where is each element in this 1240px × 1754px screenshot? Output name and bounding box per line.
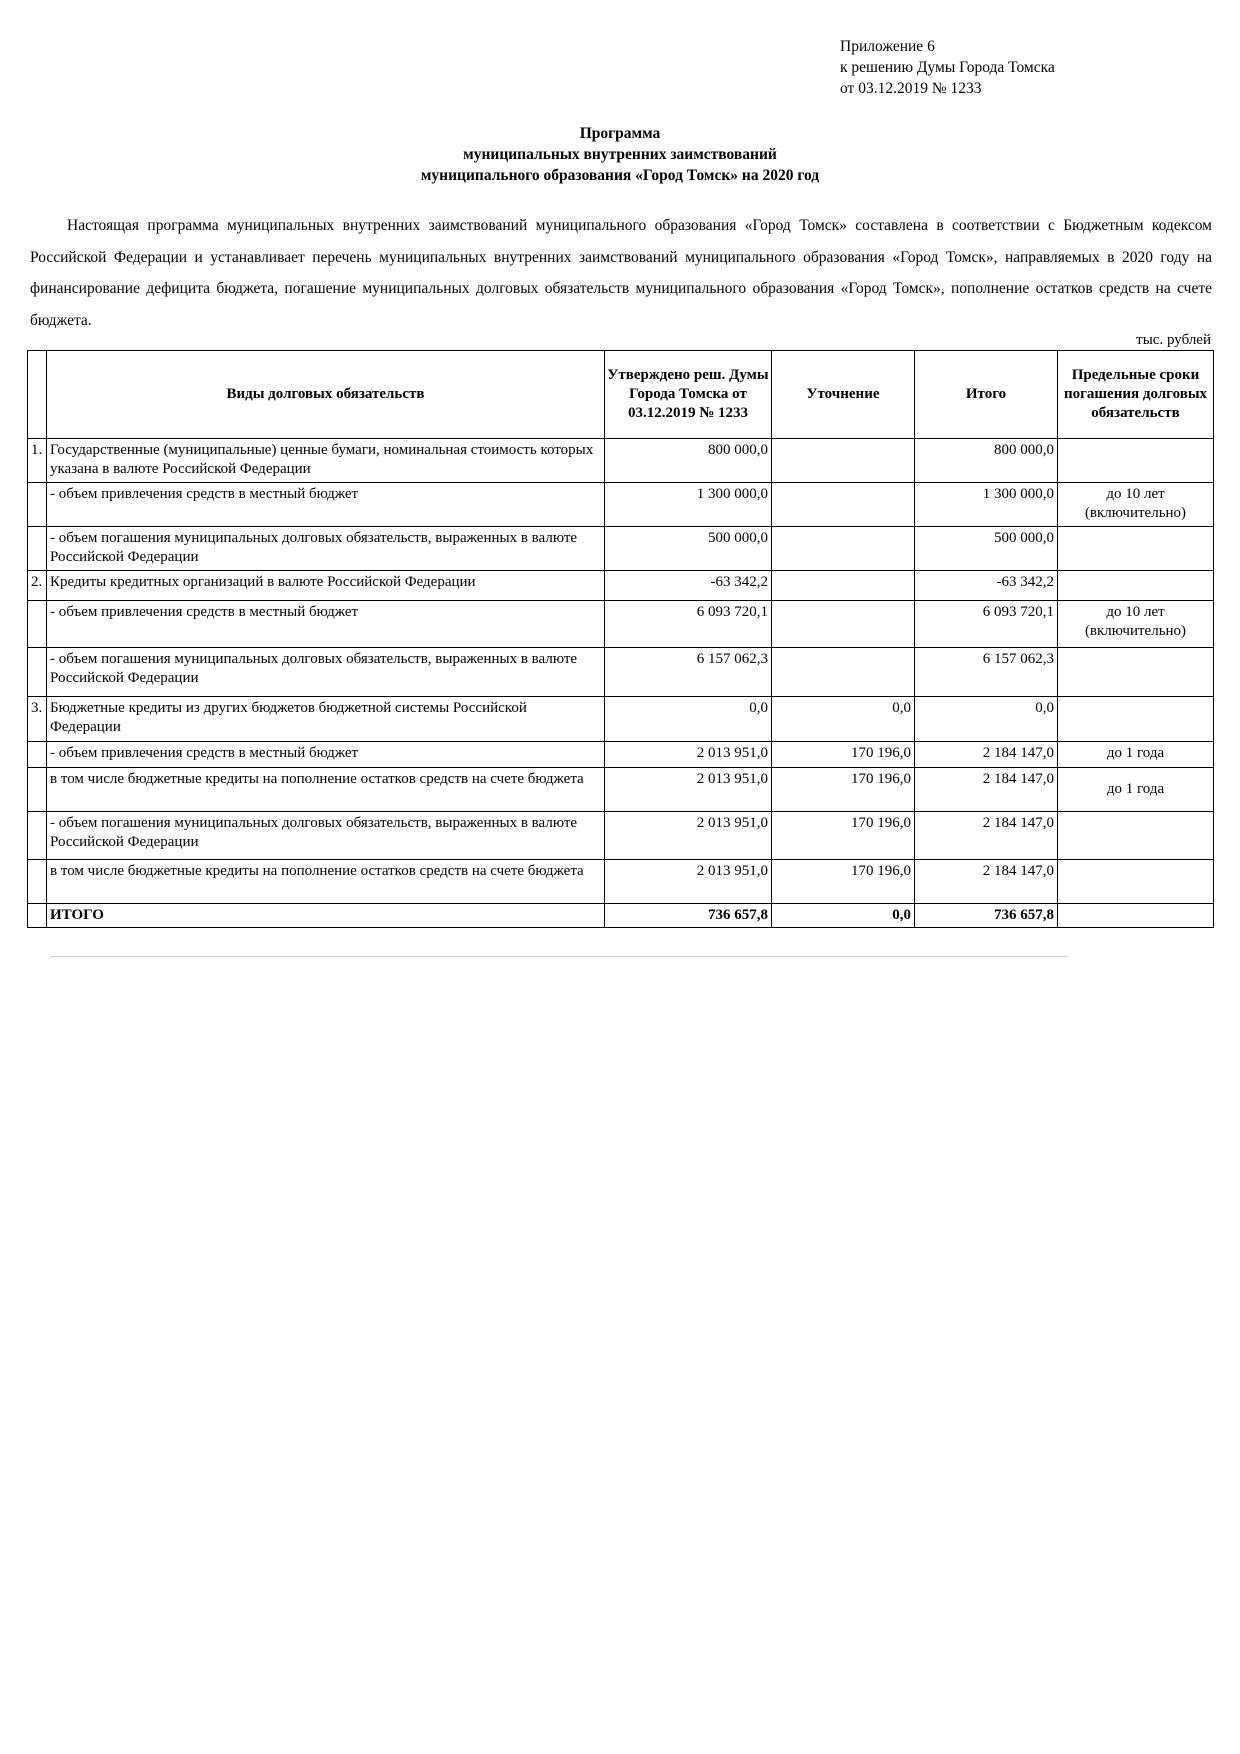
row-clarification: 170 196,0 — [772, 860, 915, 904]
row-approved: 2 013 951,0 — [605, 768, 772, 812]
borrowing-table — [27, 350, 1214, 928]
row-total: 0,0 — [915, 697, 1058, 742]
row-total: 800 000,0 — [915, 439, 1058, 483]
row-number — [28, 601, 47, 648]
title-line-2: муниципальных внутренних заимствований — [463, 146, 777, 163]
row-name: - объем привлечения средств в местный бюджет — [47, 601, 605, 648]
row-clarification: 0,0 — [772, 697, 915, 742]
total-sum: 736 657,8 — [915, 904, 1058, 928]
row-clarification — [772, 571, 915, 601]
row-term — [1058, 648, 1214, 697]
row-name: - объем погашения муниципальных долговых обязательств, выраженных в валюте Российской Федерации — [47, 648, 605, 697]
row-number: 2. — [28, 571, 47, 601]
table-row — [28, 648, 1214, 697]
row-approved: 0,0 — [605, 697, 772, 742]
row-term — [1058, 571, 1214, 601]
header-approved: Утверждено реш. Думы Города Томска от 03.12.2019 № 1233 — [605, 351, 772, 439]
row-approved: 6 093 720,1 — [605, 601, 772, 648]
row-approved: 2 013 951,0 — [605, 812, 772, 860]
row-number: 3. — [28, 697, 47, 742]
row-clarification: 170 196,0 — [772, 768, 915, 812]
table-header-row — [28, 351, 1214, 439]
units-label: тыс. рублей — [1136, 332, 1211, 348]
row-term — [1058, 439, 1214, 483]
row-term: до 1 года — [1058, 768, 1214, 812]
table-row — [28, 697, 1214, 742]
row-name: - объем погашения муниципальных долговых обязательств, выраженных в валюте Российской Федерации — [47, 527, 605, 571]
title-line-3: муниципального образования «Город Томск» на 2020 год — [420, 167, 820, 184]
row-term: до 10 лет (включительно) — [1058, 483, 1214, 527]
row-name: в том числе бюджетные кредиты на пополнение остатков средств на счете бюджета — [47, 860, 605, 904]
row-number — [28, 860, 47, 904]
row-clarification — [772, 483, 915, 527]
row-clarification — [772, 439, 915, 483]
row-approved: 1 300 000,0 — [605, 483, 772, 527]
row-clarification: 170 196,0 — [772, 742, 915, 768]
table-row — [28, 483, 1214, 527]
row-number — [28, 812, 47, 860]
appendix-number: Приложение 6 — [840, 38, 935, 55]
row-number — [28, 483, 47, 527]
header-num — [28, 351, 47, 439]
total-number — [28, 904, 47, 928]
row-clarification — [772, 527, 915, 571]
row-name: - объем привлечения средств в местный бюджет — [47, 483, 605, 527]
intro-paragraph: Настоящая программа муниципальных внутренних заимствований муниципального образования «Город Томск» составлена в соответствии с Бюджетным кодексом Российской Федерации и устанавливает перечень муниципальных внутренних заимствований муниципального образования «Город Томск», направляемых в 2020 году на финансирование дефицита бюджета, погашение муниципальных долговых обязательств муниципального образования «Город Томск», пополнение остатков средств на счете бюджета. — [30, 217, 1212, 329]
table-row — [28, 742, 1214, 768]
row-name: Кредиты кредитных организаций в валюте Российской Федерации — [47, 571, 605, 601]
row-total: 6 093 720,1 — [915, 601, 1058, 648]
row-total: 2 184 147,0 — [915, 860, 1058, 904]
total-approved: 736 657,8 — [605, 904, 772, 928]
row-approved: 6 157 062,3 — [605, 648, 772, 697]
row-approved: 2 013 951,0 — [605, 742, 772, 768]
row-name: Бюджетные кредиты из других бюджетов бюджетной системы Российской Федерации — [47, 697, 605, 742]
row-total: 500 000,0 — [915, 527, 1058, 571]
row-clarification — [772, 648, 915, 697]
table-row — [28, 601, 1214, 648]
row-total: 2 184 147,0 — [915, 812, 1058, 860]
row-clarification: 170 196,0 — [772, 812, 915, 860]
row-name: - объем погашения муниципальных долговых обязательств, выраженных в валюте Российской Федерации — [47, 812, 605, 860]
row-term: до 10 лет (включительно) — [1058, 601, 1214, 648]
table-row — [28, 571, 1214, 601]
row-number — [28, 648, 47, 697]
row-approved: 500 000,0 — [605, 527, 772, 571]
row-total: -63 342,2 — [915, 571, 1058, 601]
row-number — [28, 527, 47, 571]
row-total: 1 300 000,0 — [915, 483, 1058, 527]
table-row — [28, 812, 1214, 860]
row-term — [1058, 527, 1214, 571]
row-number — [28, 768, 47, 812]
appendix-date: от 03.12.2019 № 1233 — [840, 80, 982, 97]
row-term — [1058, 812, 1214, 860]
appendix-decision: к решению Думы Города Томска — [840, 59, 1055, 76]
row-term — [1058, 697, 1214, 742]
header-type: Виды долговых обязательств — [47, 351, 605, 439]
total-clarification: 0,0 — [772, 904, 915, 928]
table-row — [28, 439, 1214, 483]
header-terms: Предельные сроки погашения долговых обязательств — [1058, 351, 1214, 439]
document-title — [0, 123, 1240, 186]
row-total: 6 157 062,3 — [915, 648, 1058, 697]
row-number — [28, 742, 47, 768]
header-total: Итого — [915, 351, 1058, 439]
row-clarification — [772, 601, 915, 648]
title-line-1: Программа — [579, 125, 661, 142]
row-term: до 1 года — [1058, 742, 1214, 768]
table-row — [28, 860, 1214, 904]
table-row — [28, 527, 1214, 571]
page-divider — [50, 956, 1068, 957]
row-name: в том числе бюджетные кредиты на пополнение остатков средств на счете бюджета — [47, 768, 605, 812]
row-approved: -63 342,2 — [605, 571, 772, 601]
row-number: 1. — [28, 439, 47, 483]
row-total: 2 184 147,0 — [915, 742, 1058, 768]
row-approved: 2 013 951,0 — [605, 860, 772, 904]
table-row — [28, 768, 1214, 812]
total-term — [1058, 904, 1214, 928]
row-term — [1058, 860, 1214, 904]
row-name: Государственные (муниципальные) ценные бумаги, номинальная стоимость которых указана в валюте Российской Федерации — [47, 439, 605, 483]
row-approved: 800 000,0 — [605, 439, 772, 483]
header-clarification: Уточнение — [772, 351, 915, 439]
table-total-row — [28, 904, 1214, 928]
row-total: 2 184 147,0 — [915, 768, 1058, 812]
total-label: ИТОГО — [47, 904, 605, 928]
appendix-reference — [840, 36, 1055, 99]
row-name: - объем привлечения средств в местный бюджет — [47, 742, 605, 768]
